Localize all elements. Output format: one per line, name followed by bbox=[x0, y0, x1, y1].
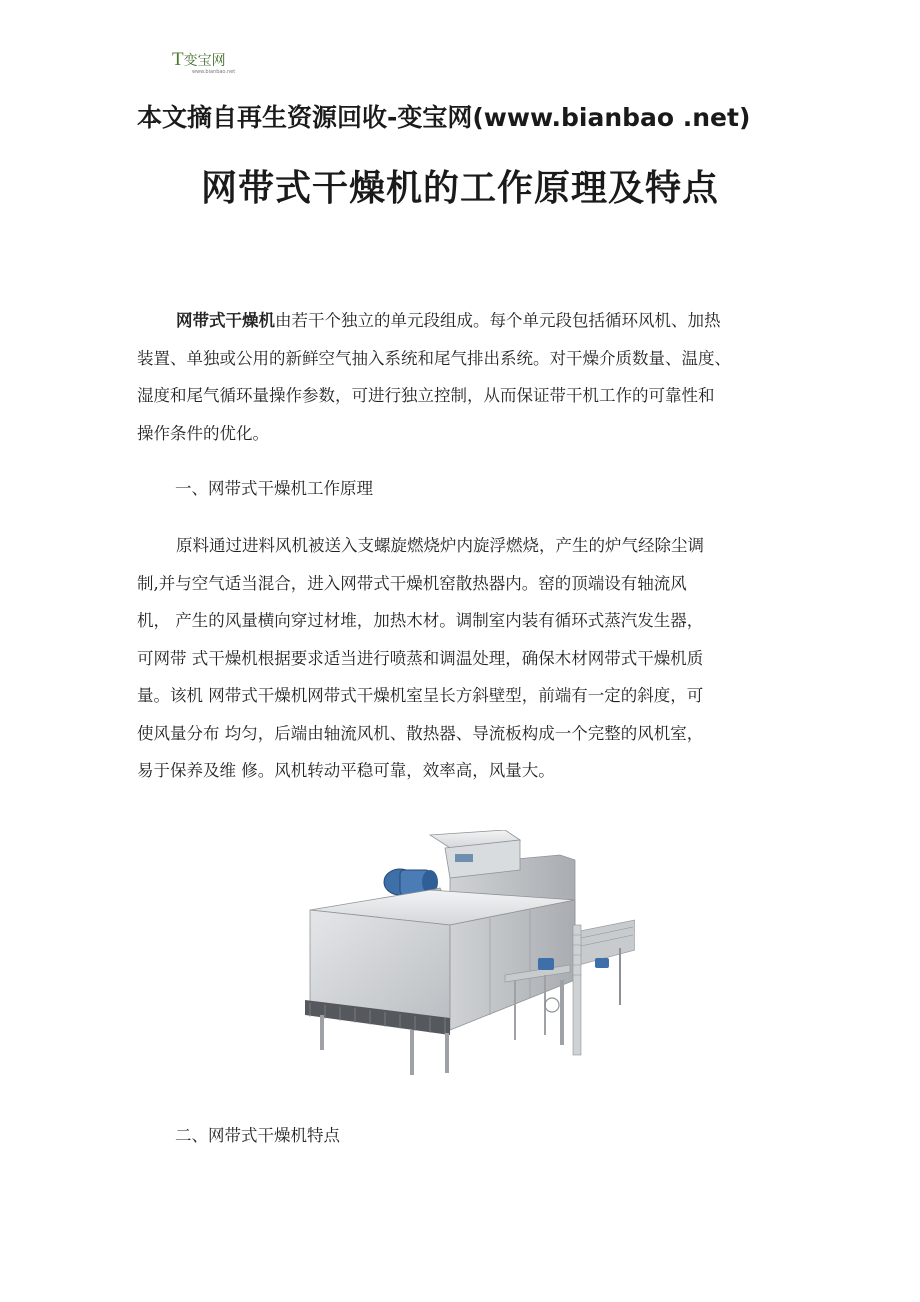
intro-line-1 bbox=[137, 302, 789, 340]
intro-line-3: 湿度和尾气循环量操作参数，可进行独立控制，从而保证带干机工作的可靠性和 bbox=[137, 386, 715, 405]
logo-letter: T bbox=[172, 49, 184, 70]
site-logo[interactable] bbox=[172, 49, 252, 82]
page-title: 网带式干燥机的工作原理及特点 bbox=[200, 168, 719, 209]
principle-line-5: 量。该机 网带式干燥机网带式干燥机室呈长方斜壁型，前端有一定的斜度，可 bbox=[137, 686, 704, 705]
intro-line-1-text: 由若干个独立的单元段组成。每个单元段包括循环风机、加热 bbox=[275, 311, 721, 330]
intro-paragraph bbox=[137, 302, 789, 452]
intro-line-4: 操作条件的优化。 bbox=[137, 423, 269, 443]
intro-lead-bold: 网带式干燥机 bbox=[176, 311, 275, 330]
logo-url: www.bianbao.net bbox=[192, 69, 236, 75]
principle-line-6: 使风量分布 均匀，后端由轴流风机、散热器、导流板构成一个完整的风机室， bbox=[137, 723, 704, 743]
intro-line-2: 装置、单独或公用的新鲜空气抽入系统和尾气排出系统。对干燥介质数量、温度、 bbox=[137, 348, 731, 368]
principle-line-3: 机， 产生的风量横向穿过材堆，加热木材。调制室内装有循环式蒸汽发生器， bbox=[137, 611, 704, 630]
section-heading-principle: 一、网带式干燥机工作原理 bbox=[175, 479, 373, 498]
mesh-belt-dryer-image bbox=[290, 830, 635, 1080]
principle-line-4: 可网带 式干燥机根据要求适当进行喷蒸和调温处理，确保木材网带式干燥机质 bbox=[137, 648, 704, 668]
principle-line-1: 原料通过进料风机被送入支螺旋燃烧炉内旋浮燃烧，产生的炉气经除尘调 bbox=[176, 536, 704, 555]
logo-wordmark bbox=[172, 49, 252, 70]
principle-line-7: 易于保养及维 修。风机转动平稳可靠，效率高，风量大。 bbox=[137, 761, 555, 780]
source-attribution: 本文摘自再生资源回收-变宝网(www.bianbao .net) bbox=[137, 103, 751, 132]
principle-line-2: 制,并与空气适当混合，进入网带式干燥机窑散热器内。窑的顶端设有轴流风 bbox=[137, 573, 687, 593]
section-heading-features: 二、网带式干燥机特点 bbox=[175, 1126, 340, 1145]
logo-text: 变宝网 bbox=[183, 53, 226, 69]
principle-paragraph bbox=[137, 527, 789, 790]
